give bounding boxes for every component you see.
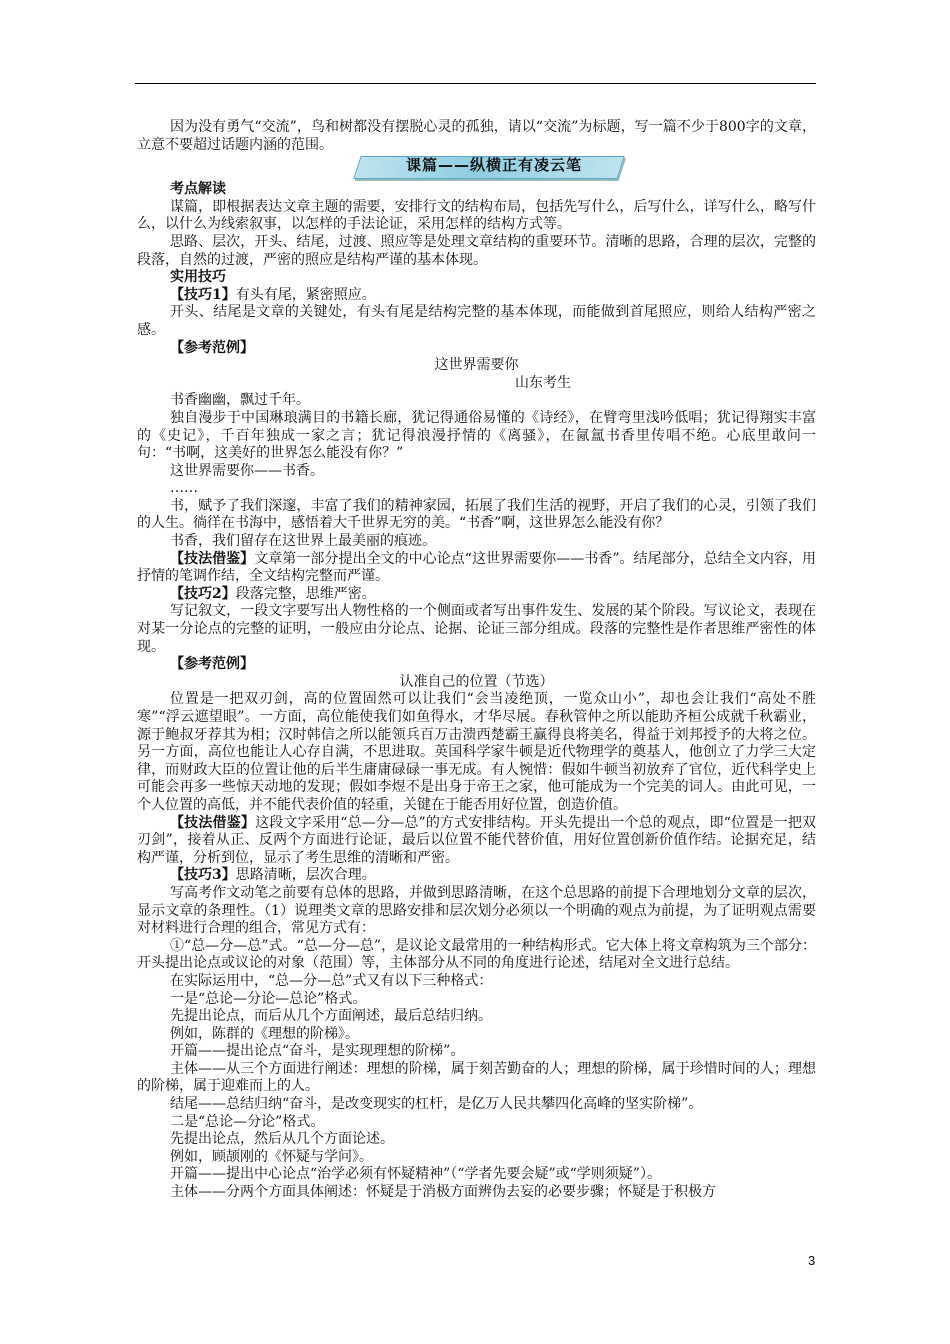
section-heading	[137, 269, 816, 287]
paragraph-text: 二是“总论—分论”格式。	[170, 1113, 325, 1130]
paragraph-text: 在实际运用中，“总—分—总”式又有以下三种格式：	[170, 972, 493, 989]
paragraph-text: 文章第一部分提出全文的中心论点“这世界需要你——书香”。结尾部分，总结全文内容，用抒情的笔调作结，全文结构完整而严谨。	[137, 550, 817, 585]
paragraph-text: 谋篇，即根据表达文章主题的需要，安排行文的结构布局，包括先写什么，后写什么，详写什么，略写什么，以什么为线索叙事，以怎样的手法论证，采用怎样的结构方式等。	[137, 198, 816, 233]
paragraph	[137, 498, 816, 533]
paragraph	[137, 1043, 816, 1061]
paragraph	[137, 234, 816, 269]
paragraph-text: 一是“总论—分论—总论”格式。	[170, 990, 367, 1007]
paragraph-label: 【技巧2】	[170, 585, 236, 602]
paragraph	[137, 1026, 816, 1044]
paragraph-text: 这世界需要你	[434, 357, 519, 374]
example-author	[137, 375, 816, 393]
paragraph-text: 开篇——提出论点“奋斗，是实现理想的阶梯”。	[170, 1043, 465, 1060]
page-content	[137, 119, 816, 1202]
paragraph-text: 书香，我们留存在这世界上最美丽的痕迹。	[170, 533, 436, 550]
paragraph-text: 这世界需要你——书香。	[170, 462, 324, 479]
paragraph-text: 因为没有勇气“交流”，鸟和树都没有摆脱心灵的孤独，请以“交流”为标题，写一篇不少于800字的文章，立意不要超过话题内涵的范围。	[137, 119, 816, 153]
paragraph-text: 例如，顾颉刚的《怀疑与学问》。	[170, 1148, 373, 1165]
paragraph-text: 【参考范例】	[170, 339, 254, 356]
paragraph	[137, 304, 816, 339]
paragraph-text: ……	[170, 480, 198, 497]
paragraph	[137, 480, 816, 498]
paragraph-text: 有头有尾，紧密照应。	[235, 286, 376, 303]
paragraph-text: 写高考作文动笔之前要有总体的思路，并做到思路清晰，在这个总思路的前提下合理地划分文章的层次，显示文章的条理性。（1）说理类文章的思路安排和层次划分必须以一个明确的观点为前提，为了证明观点需要对材料进行合理的组合，常见方式有：	[137, 884, 816, 937]
paragraph-text: ①“总—分—总”式。“总—分—总”，是议论文最常用的一种结构形式。它大体上将文章构筑为三个部分：开头提出论点或议论的对象（范围）等，主体部分从不同的角度进行论述，结尾对全文进行总结。	[137, 937, 816, 972]
paragraph-text: 思路清晰，层次合理。	[235, 867, 376, 884]
paragraph-text: 【参考范例】	[170, 656, 254, 673]
paragraph-text: 结尾——总结归纳“奋斗，是改变现实的杠杆，是亿万人民共攀四化高峰的坚实阶梯”。	[170, 1096, 703, 1113]
paragraph	[137, 603, 816, 656]
paragraph-text: 主体——从三个方面进行阐述：理想的阶梯，属于刻苦勤奋的人；理想的阶梯，属于珍惜时间的人；理想的阶梯，属于迎难而上的人。	[137, 1060, 816, 1095]
paragraph-text: 写记叙文，一段文字要写出人物性格的一个侧面或者写出事件发生、发展的某个阶段。写议论文，表现在对某一分论点的完整的证明，一般应由分论点、论据、论证三部分组成。段落的完整性是作者思维严密性的体现。	[137, 603, 816, 655]
section-banner-title: 课篇——纵横正有凌云笔	[405, 156, 582, 175]
paragraph-label: 【技巧1】	[170, 286, 236, 303]
paragraph	[137, 1166, 816, 1184]
paragraph	[137, 533, 816, 551]
paragraph	[137, 815, 816, 868]
section-heading	[137, 340, 816, 358]
paragraph	[137, 199, 816, 234]
paragraph	[137, 885, 816, 938]
paragraph-label: 【技巧3】	[170, 867, 236, 884]
paragraph	[137, 991, 816, 1009]
paragraph-text: 山东考生	[515, 374, 571, 391]
paragraph-text: 思路、层次，开头、结尾，过渡、照应等是处理文章结构的重要环节。清晰的思路，合理的层次，完整的段落，自然的过渡，严密的照应是结构严谨的基本体现。	[137, 233, 816, 268]
paragraph	[137, 1149, 816, 1167]
paragraph	[137, 1008, 816, 1026]
section-heading	[137, 656, 816, 674]
paragraph	[137, 463, 816, 481]
paragraph	[137, 691, 816, 814]
paragraph	[137, 551, 816, 586]
paragraph-text: 这段文字采用“总—分—总”的方式安排结构。开头先提出一个总的观点，即“位置是一把双刃剑”，接着从正、反两个方面进行论证，最后以位置不能代替价值，用好位置创新价值作结。论据充足，结构严谨，分析到位，显示了考生思维的清晰和严密。	[137, 814, 816, 866]
paragraph	[137, 867, 816, 885]
paragraph	[137, 1184, 816, 1202]
paragraph	[137, 1114, 816, 1132]
paragraph	[137, 119, 816, 154]
example-title	[137, 674, 816, 692]
paragraph-text: 开篇——提出中心论点“治学必须有怀疑精神”（“学者先要会疑”或“学则须疑”）。	[170, 1166, 661, 1183]
paragraph-text: 开头、结尾是文章的关键处，有头有尾是结构完整的基本体现，而能做到首尾照应，则给人结构严密之感。	[137, 304, 816, 338]
paragraph	[137, 1131, 816, 1149]
paragraph	[137, 973, 816, 991]
section-banner	[137, 156, 816, 179]
paragraph	[137, 938, 816, 973]
paragraph-label: 【技法借鉴】	[170, 550, 255, 567]
paragraph-text: 段落完整，思维严密。	[235, 585, 376, 602]
paragraph-text: 认准自己的位置（节选）	[399, 673, 554, 690]
paragraph	[137, 287, 816, 305]
paragraph	[137, 1061, 816, 1096]
paragraph-text: 独自漫步于中国琳琅满目的书籍长廊，犹记得通俗易懂的《诗经》，在臂弯里浅吟低唱；犹记得翔实丰富的《史记》，千百年独成一家之言；犹记得浪漫抒情的《离骚》，在氤氲书香里传唱不绝。心底里敢问一句：“书啊，这美好的世界怎么能没有你？”	[137, 409, 816, 462]
page-number: 3	[808, 1253, 816, 1268]
paragraph-text: 书香幽幽，飘过千年。	[170, 392, 310, 409]
paragraph	[137, 410, 816, 463]
paragraph-text: 例如，陈群的《理想的阶梯》。	[170, 1025, 359, 1042]
example-title	[137, 357, 816, 375]
paragraph-text: 先提出论点，然后从几个方面论述。	[170, 1131, 394, 1148]
paragraph	[137, 1096, 816, 1114]
paragraph-text: 先提出论点，而后从几个方面阐述，最后总结归纳。	[170, 1008, 492, 1025]
paragraph-text: 实用技巧	[170, 269, 226, 286]
paragraph-label: 【技法借鉴】	[170, 814, 256, 831]
paragraph	[137, 392, 816, 410]
header-rule	[135, 83, 816, 84]
section-heading	[137, 181, 816, 199]
paragraph-text: 主体——分两个方面具体阐述：怀疑是于消极方面辨伪去妄的必要步骤；怀疑是于积极方	[170, 1184, 716, 1201]
paragraph-text: 位置是一把双刃剑，高的位置固然可以让我们“会当凌绝顶，一览众山小”，却也会让我们“高处不胜寒”“浮云遮望眼”。一方面，高位能使我们如鱼得水，才华尽展。春秋管仲之所以能助齐桓公成就千秋霸业，源于鲍叔牙荐其为相；汉时韩信之所以能领兵百万击溃西楚霸王赢得良将美名，得益于刘邦授予的大将之位。另一方面，高位也能让人心存自满，不思进取。英国科学家牛顿是近代物理学的奠基人，他创立了力学三大定律，而财政大臣的位置让他的后半生庸庸碌碌一事无成。有人惋惜：假如牛顿当初放弃了官位，近代科学史上可能会再多一些惊天动地的发现；假如李煜不是出身于帝王之家，他可能成为一个完美的词人。由此可见，一个人位置的高低，并不能代表价值的轻重，关键在于能否用好位置，创造价值。	[137, 691, 816, 813]
paragraph-text: 考点解读	[170, 181, 226, 198]
paragraph	[137, 586, 816, 604]
paragraph-text: 书，赋予了我们深邃，丰富了我们的精神家园，拓展了我们生活的视野，开启了我们的心灵，引领了我们的人生。徜徉在书海中，感悟着大千世界无穷的美。“书香”啊，这世界怎么能没有你？	[137, 497, 816, 532]
